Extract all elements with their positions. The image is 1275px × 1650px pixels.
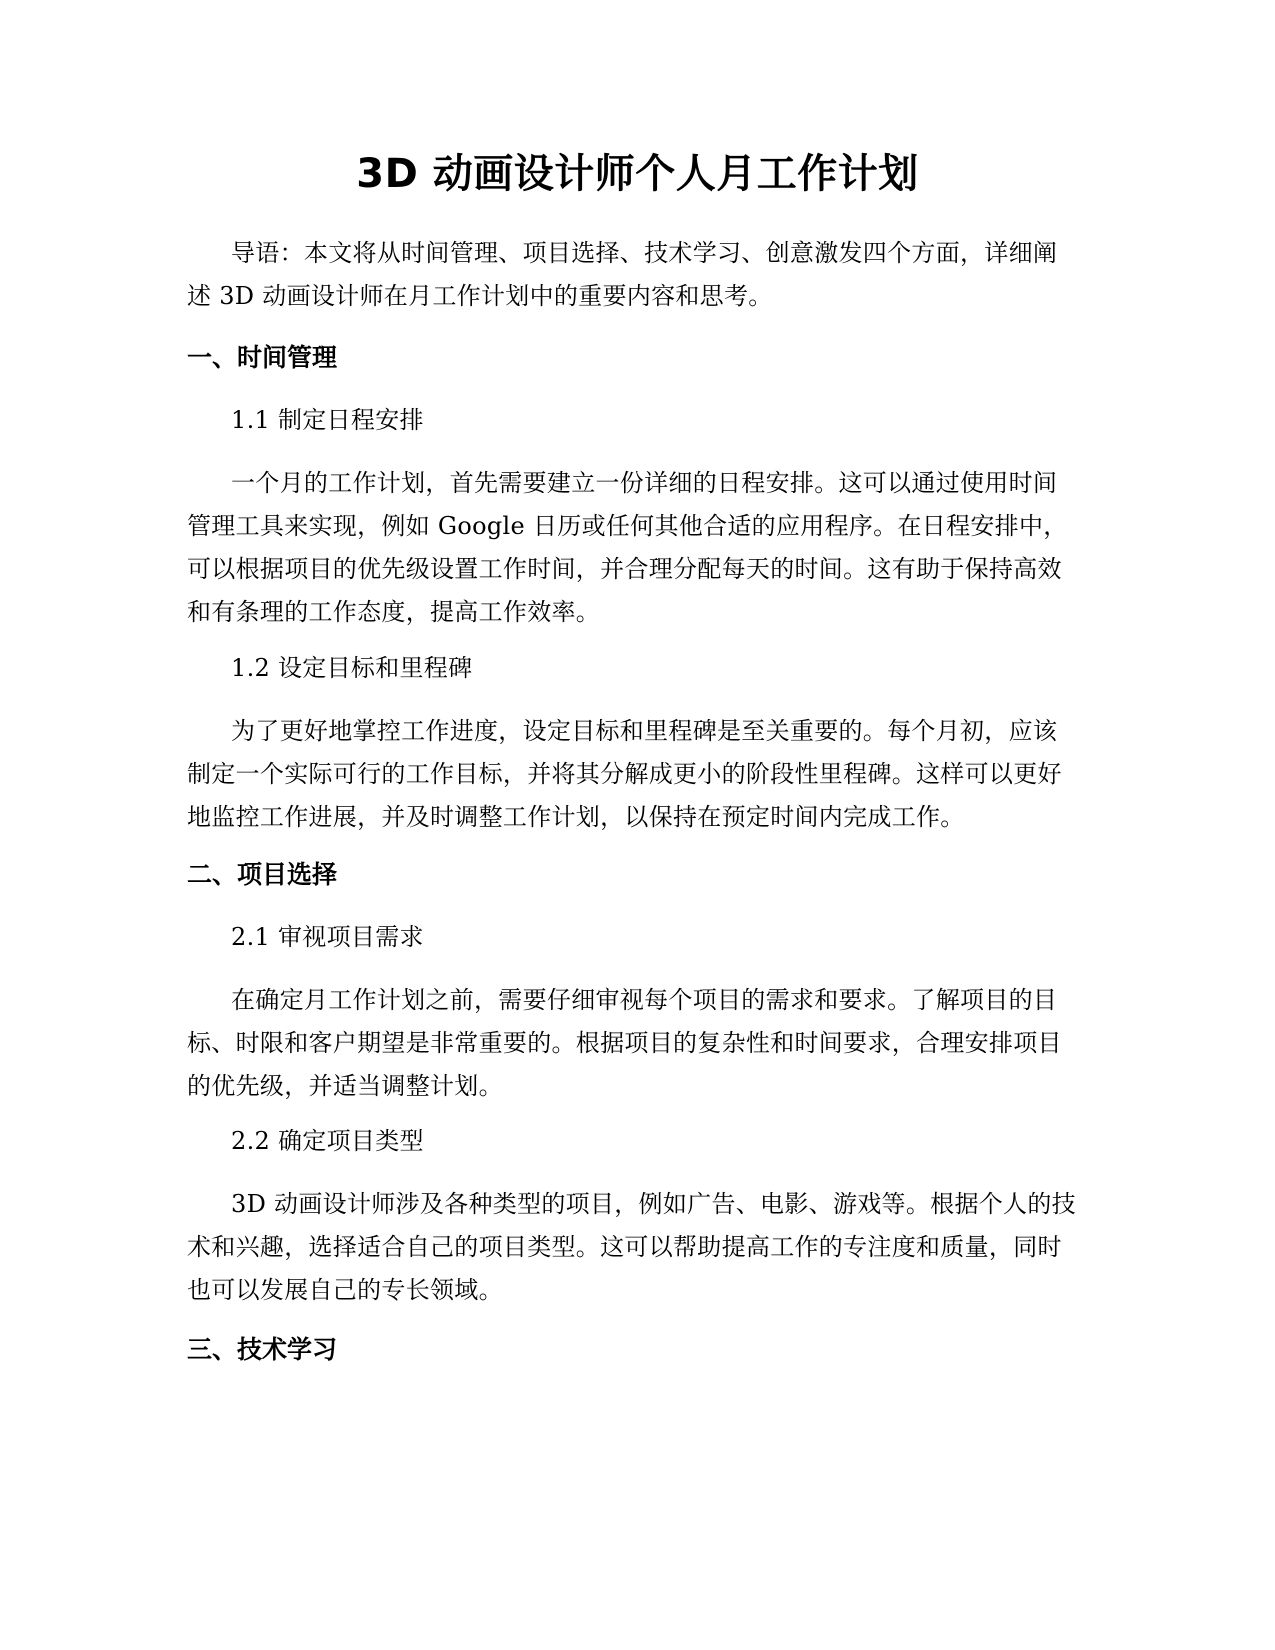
subsection-title-1-2: 1.2 设定目标和里程碑: [231, 654, 473, 682]
body-paragraph-2-1: 在确定月工作计划之前，需要仔细审视每个项目的需求和要求。了解项目的目标、时限和客户期望是非常重要的。根据项目的复杂性和时间要求，合理安排项目的优先级，并适当调整计划。: [187, 986, 1062, 1100]
subsection-title-2-1: 2.1 审视项目需求: [231, 923, 424, 951]
section-heading-time-management: 一、时间管理: [187, 343, 338, 372]
section-heading-technical-learning: 三、技术学习: [187, 1335, 338, 1364]
body-paragraph-2-2: 3D 动画设计师涉及各种类型的项目，例如广告、电影、游戏等。根据个人的技术和兴趣，选择适合自己的项目类型。这可以帮助提高工作的专注度和质量，同时也可以发展自己的专长领域。: [187, 1190, 1076, 1304]
subsection-title-1-1: 1.1 制定日程安排: [231, 406, 424, 434]
section-heading-project-selection: 二、项目选择: [187, 860, 338, 889]
body-paragraph-1-1: 一个月的工作计划，首先需要建立一份详细的日程安排。这可以通过使用时间管理工具来实现，例如 Google 日历或任何其他合适的应用程序。在日程安排中，可以根据项目的优先级设置工作时间，并合理分配每天的时间。这有助于保持高效和有条理的工作态度，提高工作效率。: [187, 469, 1068, 626]
intro-paragraph: 导语：本文将从时间管理、项目选择、技术学习、创意激发四个方面，详细阐述 3D 动画设计师在月工作计划中的重要内容和思考。: [187, 239, 1058, 310]
subsection-title-2-2: 2.2 确定项目类型: [231, 1127, 424, 1155]
body-paragraph-1-2: 为了更好地掌控工作进度，设定目标和里程碑是至关重要的。每个月初，应该制定一个实际可行的工作目标，并将其分解成更小的阶段性里程碑。这样可以更好地监控工作进展，并及时调整工作计划，以保持在预定时间内完成工作。: [187, 717, 1062, 831]
document-title: 3D 动画设计师个人月工作计划: [356, 151, 919, 197]
